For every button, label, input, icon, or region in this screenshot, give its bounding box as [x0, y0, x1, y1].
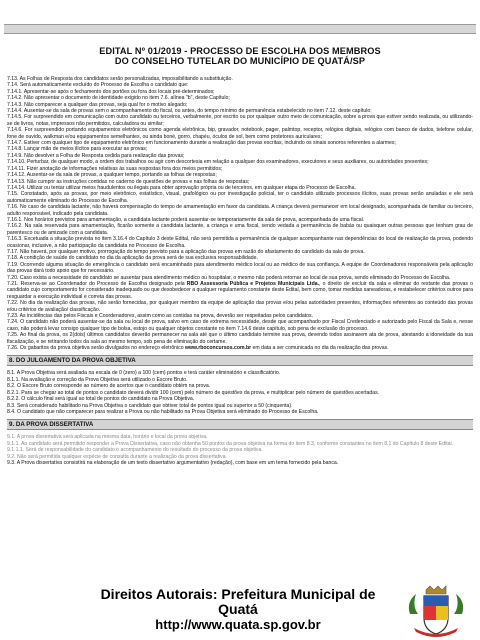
- title-line-1: EDITAL Nº 01/2019 - PROCESSO DE ESCOLHA DOS MEMBROS: [99, 46, 381, 56]
- paragraph: 7.25. Ao final da prova, os 2(dois) últimos candidatos deverão permanecer na sala até que o último candidato termine sua prova, devendo todos assinarem ata de prova, atestando a idoneidade da sua fiscalização, e se retirando todos da sala ao mesmo tempo, sob pena de eliminação do certame.: [7, 332, 473, 345]
- paragraph: 8.2.1. Para se chegar ao total de pontos o candidato deverá dividir 100 (cem) pelo número de questões da prova, e multiplicar pelo número de questões acertadas.: [7, 389, 380, 396]
- paragraph-text: em data a ser comunicada no dia da realização das provas.: [251, 345, 389, 352]
- paragraph-text: , o direito de excluir da sala e eliminar do restante das provas o candidato cujo comportamento for considerado inadequado ou que desobedecer a qualquer regulamento constante deste Edital, bem como, tomar medidas saneadoras, e restabelecer critérios outros para resguardar a execução individual e correta das provas.: [7, 281, 473, 300]
- paragraph: 7.19. Ocorrendo alguma situação de emergência o candidato será encaminhado para atendimento médico local ou ao médico de sua confiança. A equipe de Coordenadores responsáveis pela aplicação das provas dará todo apoio que for necessário.: [7, 261, 473, 275]
- paragraph: 8.3. Será considerado habilitado na Prova Objetiva o candidato que obtiver total de pontos igual ou superior a 50 (cinquenta).: [7, 402, 293, 409]
- paragraph: 7.14.1. Apresentar-se após o fechamento dos portões ou fora dos locais pré-determinados;: [7, 88, 215, 95]
- paragraph: 7.16. No caso de candidata lactante, não haverá compensação do tempo de amamentação em favor da candidata. A criança deverá permanecer em local designado, acompanhada de familiar ou terceiro, adulto responsável, indicado pela candidata.: [7, 204, 473, 217]
- paragraph: 7.24. O candidato não poderá ausentar-se da sala ou local de prova, salvo em caso de extrema necessidade, desde que acompanhado por Fiscal Credenciado e autorizado pelo Fiscal da Sala e, nesse caso, não poderá levar consigo qualquer tipo de bolsa, estojo ou qualquer objetos constante no item 7.14.6 deste capítulo, sob pena de exclusão do processo.: [7, 319, 473, 332]
- paragraph: 9.1. A prova dissertativa será aplicada na mesma data, horário e local da prova objetiva.: [7, 434, 208, 441]
- paragraph: 7.14.13. Não cumprir as instruções contidas no caderno de questões de provas e nas folhas de respostas;: [7, 178, 250, 185]
- paragraph: 7.15. Constatado, após as provas, por meio eletrônico, estatístico, visual, grafológico ou por investigação policial, ter o candidato utilizado processos ilícitos, suas provas serão anuladas e ele será automaticamente eliminado do Processo de Escolha.: [7, 191, 473, 204]
- paragraph: 7.13. As Folhas de Resposta dos candidatos serão personalizadas, impossibilitando a substituição.: [7, 76, 233, 82]
- paragraph: 7.16.1. Nos horários previstos para amamentação, a candidata lactante poderá ausentar-se temporariamente da sala de prova, acompanhada de uma fiscal.: [7, 216, 365, 223]
- paragraph: 7.14. Será automaticamente excluído do Processo de Escolha o candidato que:: [7, 82, 189, 89]
- paragraph: 8.2. O Escore Bruto corresponde ao número de acertos que o candidato obtém na prova.: [7, 383, 211, 390]
- paragraph-text: 7.26. Os gabaritos da prova objetiva serão divulgados no endereço eletrônico: [7, 345, 186, 352]
- paragraph: 7.14.9. Não devolver a Folha de Resposta cedida para realização das provas;: [7, 152, 185, 159]
- paragraph: 9.1.1. Ao candidato será permitido responder a Prova Dissertativa, caso não obtenha 50 pontos da prova objetiva na forma do item 8.3, conforme constantes no item 8.1 do Capítulo 8 deste Edital.: [7, 440, 454, 447]
- document-title: [0, 46, 480, 66]
- title-line-2: DO CONSELHO TUTELAR DO MUNICÍPIO DE QUATÁ/SP: [114, 56, 366, 66]
- paragraph: 7.23. As incidências das pelos Fiscais e Coordenadores, assim como as contidas na prova, deverão ser respeitadas pelos candidatos.: [7, 313, 314, 320]
- paragraph: 7.14.11. Fizer anotação de informações relativas às suas respostas fora dos meios permitidos;: [7, 165, 223, 172]
- paragraph: 7.14.6. For surpreendido portando equipamentos eletrônicos como agenda eletrônica, bip, gravador, notebook, pager, palmtop, receptor, relógios digitais, relógios com banco de dados, telefone celular, fone de ouvido, walkman e/ou equipamentos semelhantes, ou ainda boné, gorro, chapéu, óculos de sol, bem como protetores auriculares;: [7, 127, 473, 140]
- paragraph: 8.4. O candidato que não comparecer para realizar a Prova ou não habilitado na Prova Objetiva será eliminado do Processo de Escolha.: [7, 408, 319, 415]
- paragraph: 7.14.14. Utilizar ou tentar utilizar meios fraudulentos ou ilegais para obter aprovação própria ou de terceiros, em qualquer etapa do Processo de Escolha.: [7, 184, 356, 191]
- website-link[interactable]: www.rboconcursos.com.br: [185, 345, 252, 352]
- paragraph: 9.1.1.1. Será de responsabilidade do candidato o acompanhamento do resultado do processo da prova objetiva.: [7, 447, 263, 454]
- paragraph: 8.1. A Prova Objetiva será avaliada na escala de 0 (zero) a 100 (cem) pontos e terá caráter eliminatório e classificatório.: [7, 370, 281, 377]
- paragraph: 7.20. Caso exista a necessidade do candidato se ausentar para atendimento médico ou hospitalar, o mesmo não poderá retornar ao local de sua prova, sendo eliminado do Processo de Escolha.: [7, 274, 451, 281]
- paragraph-text: 7.21. Reserva-se ao Coordenador do Processo de Escolha designado pela: [7, 281, 187, 287]
- paragraph: 7.14.7. Estiver com qualquer tipo de equipamento eletrônico em funcionamento durante a realização das provas escritas, incluindo os sinais sonoros referentes a alarmes;: [7, 140, 396, 147]
- paragraph: 8.1.1. Na avaliação e correção da Prova Objetiva será utilizado o Escore Bruto.: [7, 376, 188, 383]
- section-8-header: 8. DO JULGAMENTO DA PROVA OBJETIVA: [7, 355, 473, 366]
- header-rule: [4, 24, 476, 34]
- paragraph: 7.18. A condição de saúde do candidato no dia da aplicação da prova será de sua exclusiva responsabilidade.: [7, 255, 258, 262]
- paragraph: 9.2. Não será permitida qualquer espécie de consulta durante a realização da prova dissertativa.: [7, 453, 228, 460]
- paragraph: 7.14.2. Não apresentar o documento de identidade exigido no item 7.6. alínea "b", deste Capítulo;: [7, 95, 230, 102]
- paragraph: 7.14.12. Ausentar-se da sala de provas, a qualquer tempo, portando as folhas de respostas;: [7, 172, 217, 179]
- company-name: RBO Assessoria Pública e Projetos Municipais Ltda.: [186, 281, 320, 287]
- municipal-seal-icon: [404, 584, 468, 640]
- section-9-header: 9. DA PROVA DISSERTATIVA: [7, 419, 473, 430]
- paragraph: [7, 345, 473, 351]
- watermark-line-1: Direitos Autorais: Prefeitura Municipal de Quatá: [100, 586, 376, 617]
- paragraph: 7.14.5. For surpreendido em comunicação com outro candidato ou terceiros, verbalmente, por escrito ou por qualquer outro meio de comunicação, sobre a prova que estiver sendo realizada, ou utilizando-se de livros, notas, impressos não permitidos, calculadora ou similar;: [7, 114, 473, 127]
- paragraph: 7.16.3. Excetuada a situação prevista no item 3.16.4 do Capítulo 3 deste Edital, não será permitida a permanência de qualquer acompanhante nas dependências do local de realização da prova, podendo ocasionar, inclusive, a não participação da candidata no Processo de Escolha.: [7, 236, 473, 249]
- paragraph: 7.14.4. Ausentar-se da sala de provas sem o acompanhamento do fiscal, ou antes, do tempo mínimo de permanência estabelecido no item 7.12. deste capítulo;: [7, 108, 372, 115]
- paragraph: 7.16.2. Na sala reservada para amamentação, ficarão somente a candidata lactante, a criança e uma fiscal, sendo vedada a permanência de babás ou quaisquer outras pessoas que tenham grau de parentesco ou de amizade com a candidata.: [7, 223, 473, 236]
- paragraph: 7.14.10. Perturbar, de qualquer modo, a ordem dos trabalhos ou agir com descortesia em relação a qualquer dos examinadores, executores e seus auxiliares, ou autoridades presentes;: [7, 159, 429, 166]
- paragraph: 7.22. No dia da realização das provas, não serão fornecidas, por qualquer membro da equipe de aplicação das provas e/ou pelas autoridades presentes, informações referentes ao conteúdo das provas e/ou critérios de avaliação/ classificação.: [7, 300, 473, 313]
- paragraph: 7.14.3. Não comparecer a qualquer das provas, seja qual for o motivo alegado;: [7, 101, 188, 108]
- paragraph: [7, 281, 473, 300]
- copyright-watermark: [88, 587, 388, 632]
- paragraph: 8.2.2. O cálculo final será igual ao total de pontos do candidato na Prova Objetiva.: [7, 396, 195, 403]
- document-body: [7, 76, 473, 466]
- watermark-url: http://www.quata.sp.gov.br: [155, 617, 321, 632]
- paragraph: 7.14.8. Lançar mão de meios ilícitos para executar as provas;: [7, 146, 148, 153]
- paragraph: 7.17. Não haverá, por qualquer motivo, prorrogação do tempo previsto para a aplicação das provas em razão do afastamento do candidato da sala de prova.: [7, 248, 365, 255]
- paragraph: 9.3. A Prova dissertativa consistirá na elaboração de um texto dissertativo argumentativo (redação), com base em um tema fornecido pela banca.: [7, 459, 339, 466]
